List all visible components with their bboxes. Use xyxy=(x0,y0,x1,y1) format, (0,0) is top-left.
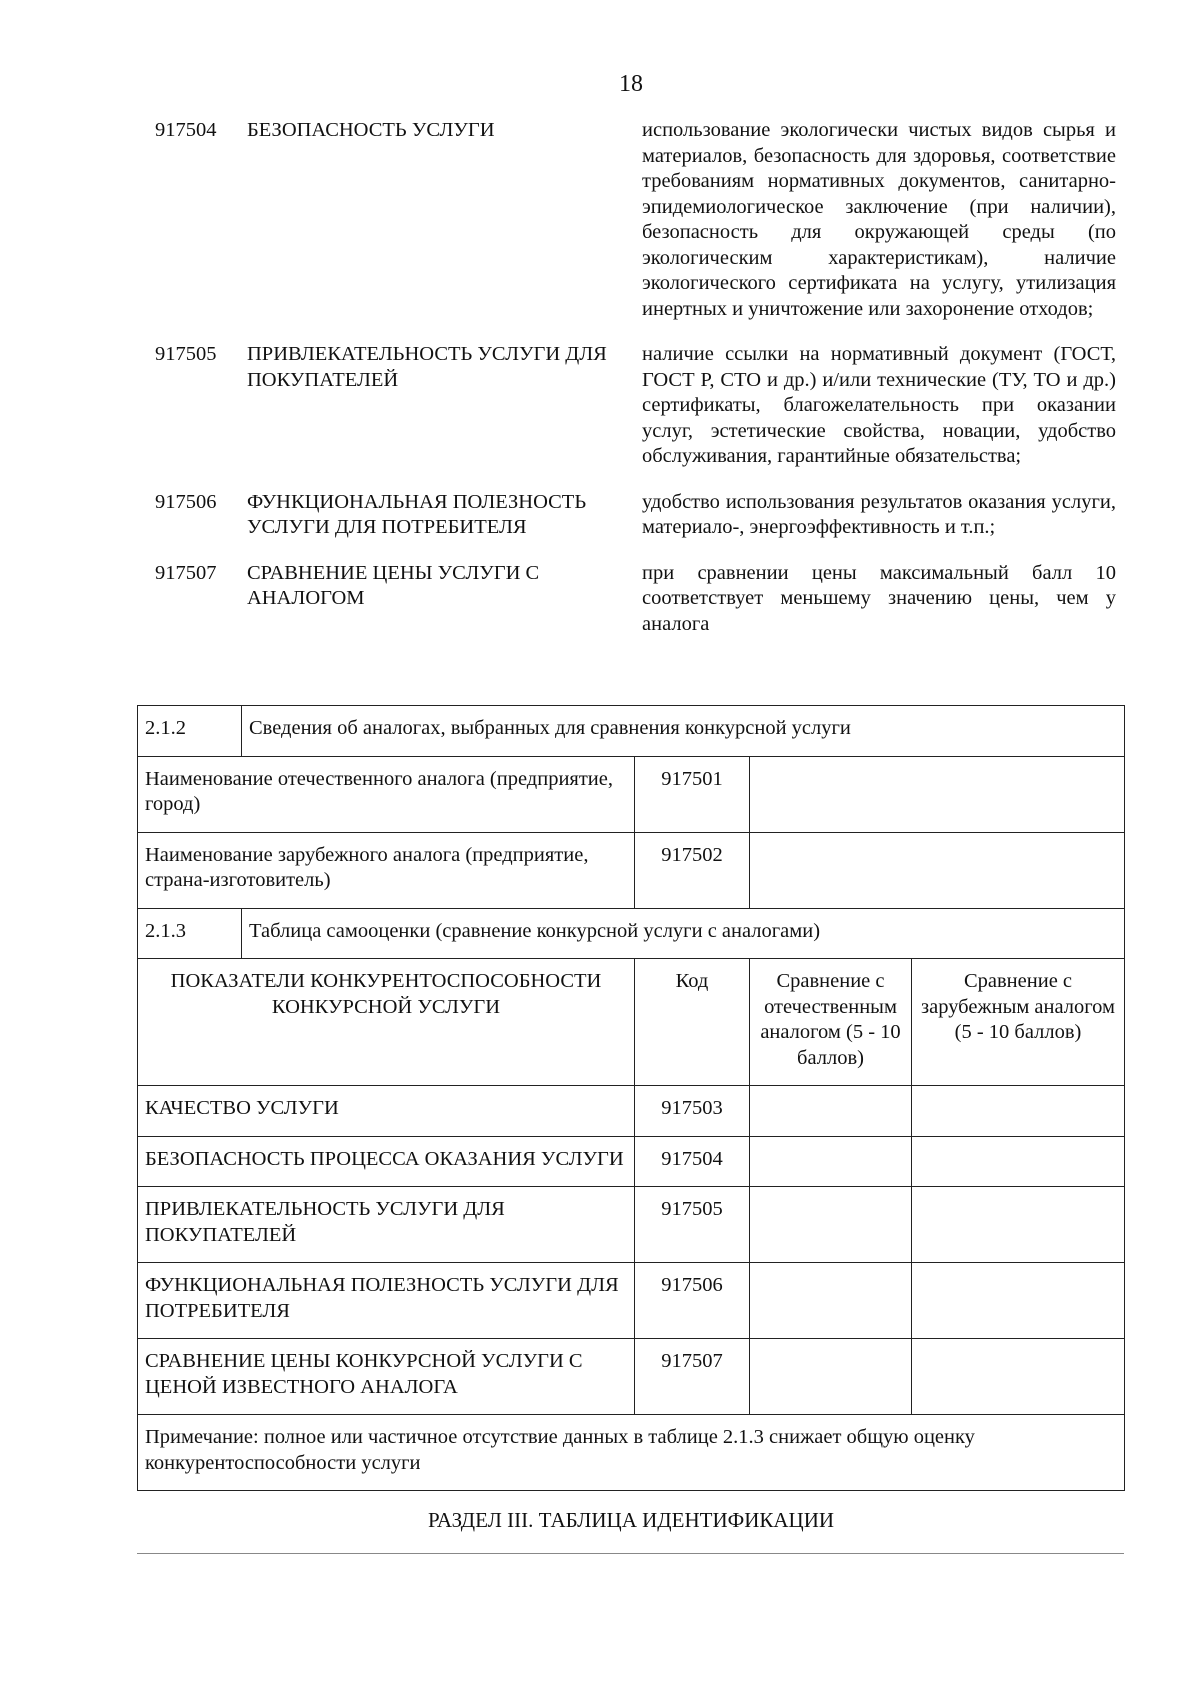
domestic-analog-row xyxy=(138,756,1125,832)
domestic-score-cell[interactable] xyxy=(750,1136,912,1187)
table-row xyxy=(138,1187,1125,1263)
definition-description: удобство использования результатов оказания услуги, материало-, энергоэффективность и т.п.; xyxy=(642,490,1116,538)
foreign-analog-row xyxy=(138,832,1125,908)
self-assessment-header-row xyxy=(138,959,1125,1086)
foreign-score-cell[interactable] xyxy=(912,1263,1125,1339)
domestic-analog-code: 917501 xyxy=(635,756,750,832)
section-number: 2.1.2 xyxy=(138,706,242,757)
indicator-cell: СРАВНЕНИЕ ЦЕНЫ КОНКУРСНОЙ УСЛУГИ С ЦЕНОЙ ИЗВЕСТНОГО АНАЛОГА xyxy=(138,1339,635,1415)
definition-description: наличие ссылки на нормативный документ (ГОСТ, ГОСТ Р, СТО и др.) и/или технические (ТУ, ТО и др.) сертификаты, благожелательность при оказании услуг, эстетические свойства, новации, удобство обслуживания, гарантийные обязательства; xyxy=(642,343,1116,467)
definition-item xyxy=(155,118,1115,322)
code-cell: 917504 xyxy=(635,1136,750,1187)
indicator-header: ПОКАЗАТЕЛИ КОНКУРЕНТОСПОСОБНОСТИ КОНКУРСНОЙ УСЛУГИ xyxy=(138,959,635,1086)
code-cell: 917503 xyxy=(635,1086,750,1137)
indicator-cell: БЕЗОПАСНОСТЬ ПРОЦЕССА ОКАЗАНИЯ УСЛУГИ xyxy=(138,1136,635,1187)
domestic-score-cell[interactable] xyxy=(750,1086,912,1137)
definition-title: БЕЗОПАСНОСТЬ УСЛУГИ xyxy=(247,119,495,141)
definition-code: 917507 xyxy=(155,561,217,584)
definition-description: при сравнении цены максимальный балл 10 соответствует меньшему значению цены, чем у аналога xyxy=(642,561,1116,635)
definition-title: ФУНКЦИОНАЛЬНАЯ ПОЛЕЗНОСТЬ УСЛУГИ ДЛЯ ПОТРЕБИТЕЛЯ xyxy=(247,490,587,538)
domestic-analog-value[interactable] xyxy=(750,756,1125,832)
bottom-divider xyxy=(137,1553,1124,1554)
definition-list xyxy=(155,118,1115,657)
definition-title: ПРИВЛЕКАТЕЛЬНОСТЬ УСЛУГИ ДЛЯ ПОКУПАТЕЛЕЙ xyxy=(247,343,607,391)
foreign-score-cell[interactable] xyxy=(912,1187,1125,1263)
foreign-score-cell[interactable] xyxy=(912,1086,1125,1137)
analogs-table xyxy=(137,705,1125,1491)
definition-description: использование экологически чистых видов сырья и материалов, безопасность для здоровья, соответствие требованиям нормативных документов, санитарно-эпидемиологическое заключение (при наличии), безопасность для окружающей среды (по экологическим характеристикам), наличие экологического сертификата на услугу, утилизация инертных и уничтожение или захоронение отходов; xyxy=(642,119,1116,320)
section-title: Таблица самооценки (сравнение конкурсной услуги с аналогами) xyxy=(242,908,1125,959)
section-212-row xyxy=(138,706,1125,757)
section-title: Сведения об аналогах, выбранных для сравнения конкурсной услуги xyxy=(242,706,1125,757)
definition-item xyxy=(155,490,1115,541)
domestic-analog-label: Наименование отечественного аналога (предприятие, город) xyxy=(138,756,635,832)
definition-code: 917504 xyxy=(155,119,217,141)
foreign-analog-value[interactable] xyxy=(750,832,1125,908)
definition-item xyxy=(155,561,1115,638)
page-number: 18 xyxy=(619,71,643,97)
table-row xyxy=(138,1263,1125,1339)
definition-title: СРАВНЕНИЕ ЦЕНЫ УСЛУГИ С АНАЛОГОМ xyxy=(247,561,540,609)
indicator-cell: КАЧЕСТВО УСЛУГИ xyxy=(138,1086,635,1137)
domestic-comparison-header: Сравнение с отечественным аналогом (5 - 10 баллов) xyxy=(750,959,912,1086)
definition-item xyxy=(155,342,1115,470)
code-cell: 917506 xyxy=(635,1263,750,1339)
table-row xyxy=(138,1086,1125,1137)
section-heading: РАЗДЕЛ III. ТАБЛИЦА ИДЕНТИФИКАЦИИ xyxy=(427,1508,835,1532)
section-number: 2.1.3 xyxy=(138,908,242,959)
definition-code: 917505 xyxy=(155,343,217,365)
foreign-analog-label: Наименование зарубежного аналога (предприятие, страна-изготовитель) xyxy=(138,832,635,908)
note-row xyxy=(138,1415,1125,1491)
code-cell: 917505 xyxy=(635,1187,750,1263)
table-row xyxy=(138,1136,1125,1187)
code-cell: 917507 xyxy=(635,1339,750,1415)
definition-code: 917506 xyxy=(155,490,217,513)
foreign-analog-code: 917502 xyxy=(635,832,750,908)
table-row xyxy=(138,1339,1125,1415)
indicator-cell: ФУНКЦИОНАЛЬНАЯ ПОЛЕЗНОСТЬ УСЛУГИ ДЛЯ ПОТРЕБИТЕЛЯ xyxy=(138,1263,635,1339)
foreign-score-cell[interactable] xyxy=(912,1136,1125,1187)
section-213-row xyxy=(138,908,1125,959)
domestic-score-cell[interactable] xyxy=(750,1263,912,1339)
table-note: Примечание: полное или частичное отсутствие данных в таблице 2.1.3 снижает общую оценку конкурентоспособности услуги xyxy=(138,1415,1125,1491)
foreign-comparison-header: Сравнение с зарубежным аналогом (5 - 10 баллов) xyxy=(912,959,1125,1086)
foreign-score-cell[interactable] xyxy=(912,1339,1125,1415)
domestic-score-cell[interactable] xyxy=(750,1339,912,1415)
indicator-cell: ПРИВЛЕКАТЕЛЬНОСТЬ УСЛУГИ ДЛЯ ПОКУПАТЕЛЕЙ xyxy=(138,1187,635,1263)
domestic-score-cell[interactable] xyxy=(750,1187,912,1263)
code-header: Код xyxy=(635,959,750,1086)
